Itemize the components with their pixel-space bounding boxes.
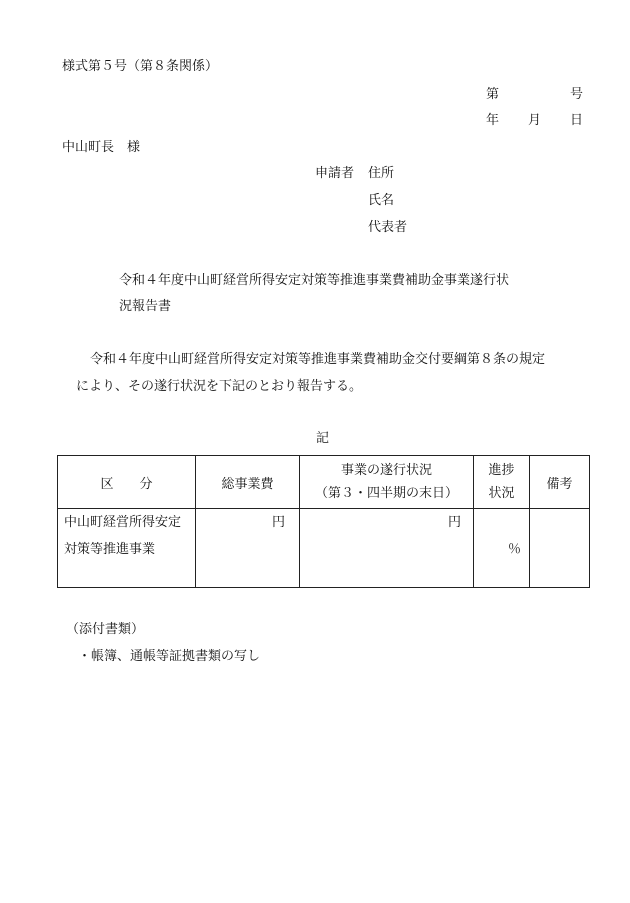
address-label: 住所 bbox=[368, 166, 395, 181]
header-status-line-1: 事業の遂行状況 bbox=[340, 463, 432, 478]
name-label: 氏名 bbox=[368, 193, 395, 208]
title-line-2: 況報告書 bbox=[119, 299, 172, 314]
number-prefix: 第 bbox=[486, 87, 500, 102]
body-line-1: 令和４年度中山町経営所得安定対策等推進事業費補助金交付要綱第８条の規定 bbox=[90, 352, 546, 367]
attachments-item: ・帳簿、通帳等証拠書類の写し bbox=[78, 649, 261, 664]
row-progress-unit: ％ bbox=[507, 542, 521, 557]
date-month: 月 bbox=[528, 113, 542, 128]
row-remarks bbox=[530, 509, 590, 588]
representative-label: 代表者 bbox=[368, 220, 408, 235]
row-category bbox=[58, 509, 196, 588]
applicant-label: 申請者 bbox=[315, 166, 355, 181]
header-progress-line-2: 状況 bbox=[488, 486, 515, 501]
row-category-line-2: 対策等推進事業 bbox=[64, 542, 156, 557]
status-table bbox=[57, 455, 590, 588]
header-remarks: 備考 bbox=[530, 456, 590, 509]
date-day: 日 bbox=[570, 113, 584, 128]
header-progress-line-1: 進捗 bbox=[488, 463, 515, 478]
date-year: 年 bbox=[486, 113, 500, 128]
row-total-cost bbox=[196, 509, 300, 588]
number-suffix: 号 bbox=[570, 87, 584, 102]
title-line-1: 令和４年度中山町経営所得安定対策等推進事業費補助金事業遂行状 bbox=[119, 273, 510, 288]
table-header-row bbox=[58, 456, 590, 509]
header-total-cost: 総事業費 bbox=[196, 456, 300, 509]
row-status-unit: 円 bbox=[447, 515, 461, 530]
row-category-line-1: 中山町経営所得安定 bbox=[64, 515, 182, 530]
table-row bbox=[58, 509, 590, 588]
form-id: 様式第５号（第８条関係） bbox=[62, 59, 219, 74]
header-progress bbox=[474, 456, 530, 509]
attachments-heading: （添付書類） bbox=[66, 622, 145, 637]
row-progress bbox=[474, 509, 530, 588]
addressee: 中山町長 様 bbox=[62, 140, 141, 155]
header-category: 区 分 bbox=[58, 456, 196, 509]
header-status-line-2: （第３・四半期の末日） bbox=[314, 486, 458, 501]
ki-heading: 記 bbox=[316, 431, 330, 446]
row-total-cost-unit: 円 bbox=[271, 515, 285, 530]
header-status bbox=[300, 456, 474, 509]
row-status bbox=[300, 509, 474, 588]
body-line-2: により、その遂行状況を下記のとおり報告する。 bbox=[76, 379, 363, 394]
